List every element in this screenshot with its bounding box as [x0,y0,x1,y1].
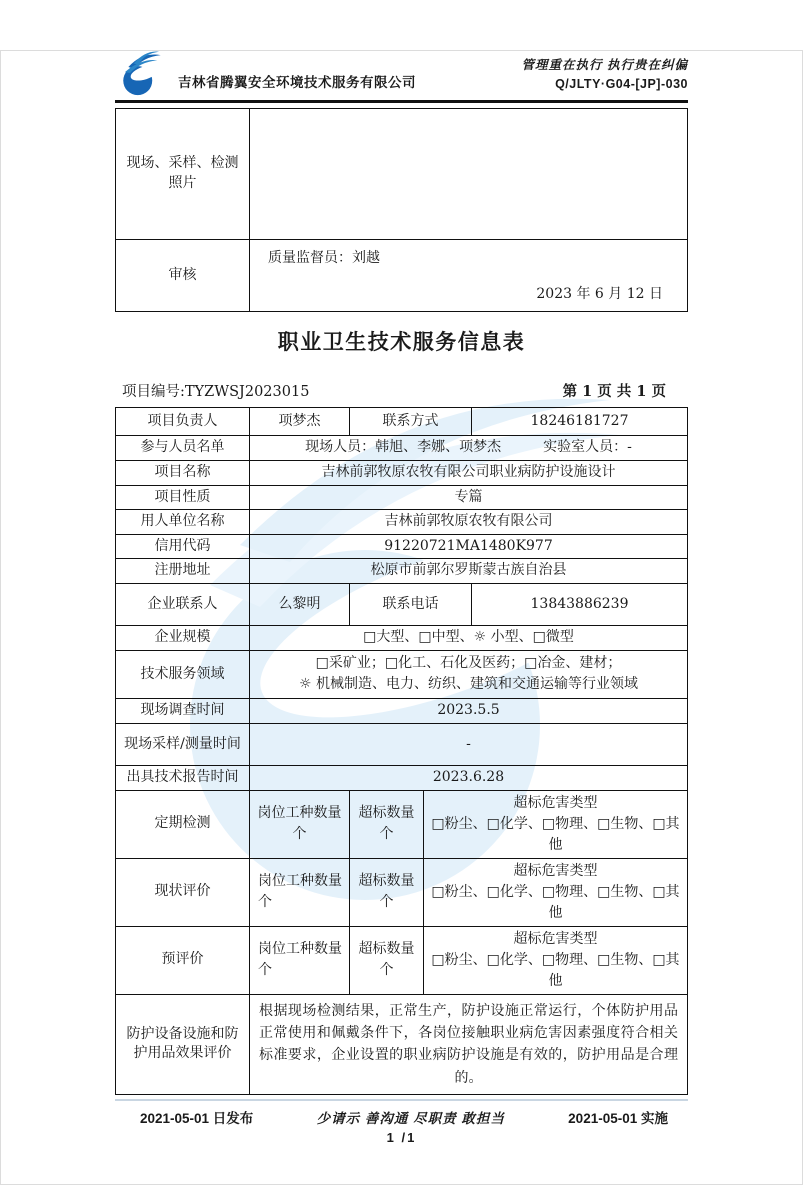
row-label: 企业联系人 [147,595,218,612]
row-label: 信用代码 [154,537,211,554]
row-label: 现状评价 [154,883,211,900]
over-count-unit: 个 [379,962,394,979]
over-count-cell [349,859,423,926]
photo-row-content [249,109,687,239]
table-row-project-type [116,485,687,510]
contact-method-label: 联系方式 [349,408,471,435]
project-leader-name: 项梦杰 [249,408,349,435]
info-table [115,407,688,1095]
table-row-report-time [116,765,687,790]
row-label: 定期检测 [154,815,211,832]
over-count-label: 超标数量 [358,941,415,958]
row-label: 出具技术报告时间 [126,768,239,785]
company-contact-phone: 13843886239 [471,584,687,625]
company-logo-icon [115,50,169,96]
audit-reviewer: 质量监督员：刘越 [268,250,380,266]
footer-motto: 少请示 善沟通 尽职责 敢担当 [316,1111,505,1127]
table-row-service-field [116,650,687,698]
table-row-company-contact [116,583,687,625]
table-row-employer [116,509,687,534]
lab-personnel: 实验室人员：- [543,439,632,456]
contact-phone-value: 18246181727 [471,408,687,435]
row-value: 2023.5.5 [249,699,687,723]
table-row-status-evaluation [116,858,687,926]
document-page [0,50,803,1185]
hazard-title: 超标危害类型 [513,794,598,811]
over-count-unit: 个 [379,826,394,843]
hazard-title: 超标危害类型 [513,862,598,879]
table-row-pre-evaluation [116,926,687,994]
hazard-title: 超标危害类型 [513,930,598,947]
table-row-survey-time [116,698,687,723]
contact-phone-label: 联系电话 [349,584,471,625]
footer-page-number: 1 /1 [386,1130,417,1146]
company-name: 吉林省腾翼安全环境技术服务有限公司 [178,75,416,90]
row-label: 现场采样/测量时间 [124,735,241,752]
table-row-credit-code [116,534,687,559]
row-value: 专篇 [249,486,687,510]
service-field-line2: ☼ 机械制造、电力、纺织、建筑和交通运输等行业领域 [299,676,638,693]
post-count-label: 岗位工种数量 [258,873,342,890]
hazard-options: □粉尘、□化学、□物理、□生物、□其他 [431,883,680,921]
service-field-options [249,651,687,698]
footer-rule [115,1099,688,1101]
photo-audit-table [115,108,688,312]
row-label: 项目名称 [154,464,211,480]
page-header [115,50,688,96]
participants-content [249,436,687,460]
table-row-photos [116,109,687,239]
hazard-type-cell [423,927,687,994]
table-row-participants [116,435,687,460]
table-row-company-scale [116,625,687,650]
post-count-label: 岗位工种数量 [257,805,342,822]
over-count-cell [349,927,423,994]
row-value: 吉林前郭牧原农牧有限公司 [249,510,687,534]
hazard-type-cell [423,791,687,858]
footer-issued-date: 2021-05-01 日发布 [140,1111,254,1127]
row-value: 吉林前郭牧原农牧有限公司职业病防护设施设计 [249,461,687,485]
page-footer [115,1107,688,1127]
over-count-label: 超标数量 [358,873,415,890]
company-contact-name: 么黎明 [249,584,349,625]
row-label: 项目性质 [154,488,211,505]
service-field-line1: □采矿业；□化工、石化及医药；□冶金、建材； [315,655,622,672]
meta-line [115,380,688,401]
header-rule [115,100,688,103]
row-label: 现场调查时间 [140,702,225,719]
site-personnel: 现场人员：韩旭、李娜、项梦杰 [305,439,502,456]
post-count-cell [249,927,349,994]
row-value: 2023.6.28 [249,766,687,790]
row-label: 防护设备设施和防护用品效果评价 [126,1025,239,1062]
row-label: 参与人员名单 [140,439,225,456]
row-label: 企业规模 [154,629,211,646]
row-label: 用人单位名称 [140,513,225,530]
row-label: 预评价 [161,951,204,968]
post-count-unit: 个 [258,894,272,911]
audit-row-label: 审核 [168,266,197,283]
post-count-unit: 个 [258,962,272,979]
page-title: 职业卫生技术服务信息表 [277,331,526,354]
photo-row-label: 现场、采样、检测照片 [126,155,239,191]
post-count-unit: 个 [292,826,307,843]
table-row-protection-effect [116,994,687,1095]
post-count-label: 岗位工种数量 [258,941,342,958]
over-count-label: 超标数量 [358,805,415,822]
audit-row-content [249,240,687,311]
table-row-address [116,558,687,583]
protection-effect-text: 根据现场检测结果，正常生产，防护设施正常运行，个体防护用品正常使用和佩戴条件下，各岗位接触职业病危害因素强度符合相关标准要求，企业设置的职业病防护设施是有效的，防护用品是合理的。 [249,995,687,1095]
row-value: 91220721MA1480K977 [249,535,687,559]
row-label: 项目负责人 [147,412,218,429]
row-value: - [249,724,687,765]
table-row-audit [116,239,687,311]
over-count-unit: 个 [379,894,394,911]
table-row-sampling-time [116,723,687,765]
table-row-project-name [116,460,687,485]
footer-implemented-date: 2021-05-01 实施 [568,1111,668,1127]
company-scale-options: □大型、□中型、☼ 小型、□微型 [249,626,687,650]
row-label: 技术服务领域 [140,665,225,682]
hazard-options: □粉尘、□化学、□物理、□生物、□其他 [431,951,680,989]
post-count-cell [249,791,349,858]
audit-date: 2023 年 6 月 12 日 [536,286,663,303]
table-row-periodic-detection [116,790,687,858]
post-count-cell [249,859,349,926]
page-info: 第 1 页 共 1 页 [562,383,666,400]
table-row-project-leader [116,408,687,435]
row-value: 松原市前郭尔罗斯蒙古族自治县 [249,559,687,583]
row-label: 注册地址 [154,562,211,579]
project-number: 项目编号:TYZWSJ2023015 [122,384,310,400]
over-count-cell [349,791,423,858]
header-slogan: 管理重在执行 执行贵在纠偏 [521,58,688,72]
hazard-options: □粉尘、□化学、□物理、□生物、□其他 [431,815,680,853]
hazard-type-cell [423,859,687,926]
document-code: Q/JLTY·G04-[JP]-030 [555,77,688,91]
